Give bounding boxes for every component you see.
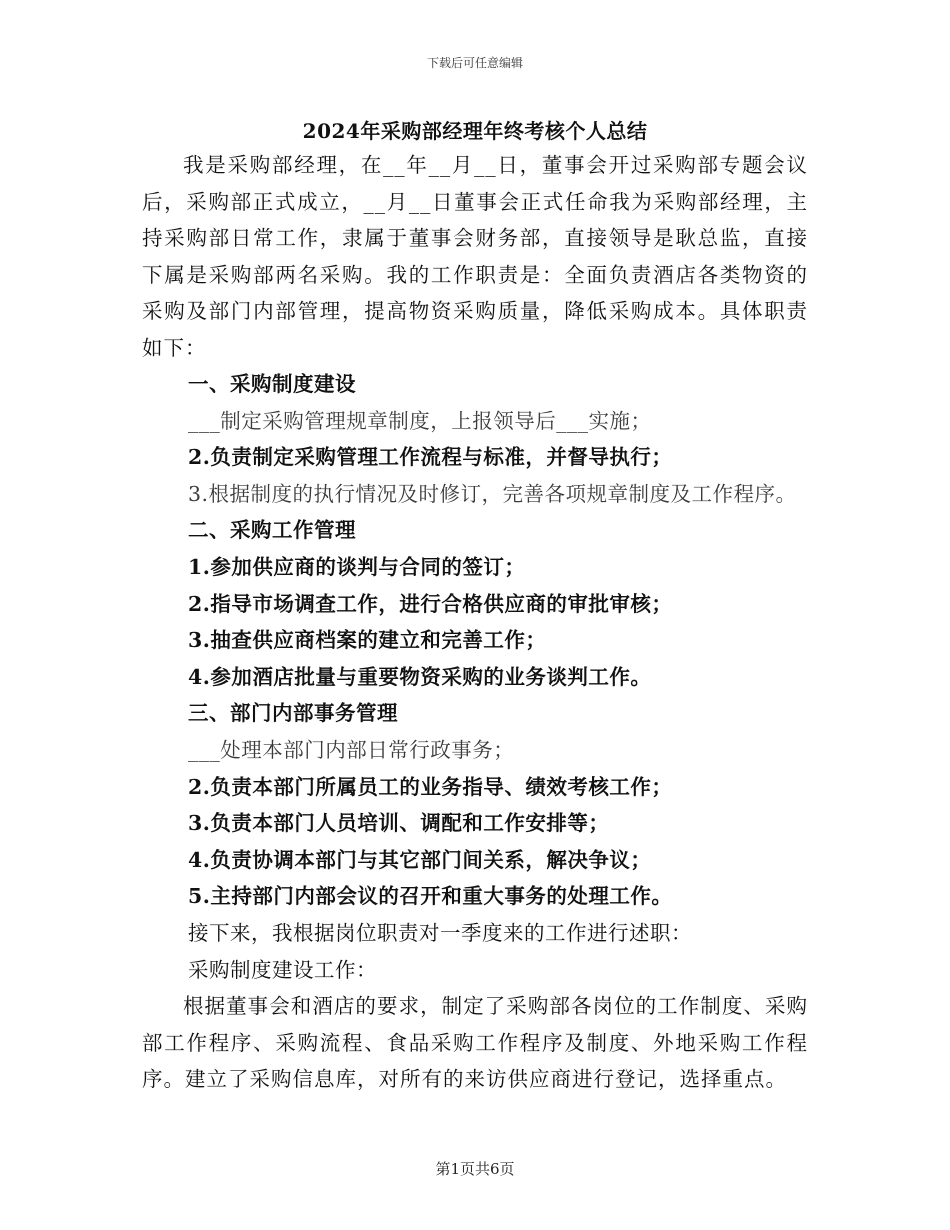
list-item: 3.根据制度的执行情况及时修订，完善各项规章制度及工作程序。 [188,481,797,506]
list-item: 3.抽查供应商档案的建立和完善工作； [188,628,547,653]
list-item: 3.负责本部门人员培训、调配和工作安排等； [188,811,610,836]
intro-paragraph: 我是采购部经理，在__年__月__日，董事会开过采购部专题会议后，采购部正式成立，__月__日董事会正式任命我为采购部经理，主持采购部日常工作，隶属于董事会财务部，直接领导是耿总监，直接下属是采购部两名采购。我的工作职责是：全面负责酒店各类物资的采购及部门内部管理，提高物资采购质量，降低采购成本。具体职责如下： [142,153,808,360]
list-item: 2.指导市场调查工作，进行合格供应商的审批审核； [188,591,673,616]
header-note: 下载后可任意编辑 [426,56,523,70]
list-item: 4.负责协调本部门与其它部门间关系，解决争议； [188,847,652,872]
list-item: 2.负责本部门所属员工的业务指导、绩效考核工作； [188,774,673,799]
section-heading-internal-affairs: 三、部门内部事务管理 [188,701,398,726]
document-title: 2024年采购部经理年终考核个人总结 [302,119,648,143]
page-number-footer: 第1页共6页 [435,1160,515,1178]
list-item: 5.主持部门内部会议的召开和重大事务的处理工作。 [188,884,673,909]
list-item: ___处理本部门内部日常行政事务； [188,737,515,762]
section-heading-procurement-management: 二、采购工作管理 [188,518,356,543]
list-item: 4.参加酒店批量与重要物资采购的业务谈判工作。 [188,664,652,689]
document-body [142,147,808,1098]
section-heading-procurement-system: 一、采购制度建设 [188,372,356,396]
closing-paragraph: 根据董事会和酒店的要求，制定了采购部各岗位的工作制度、采购部工作程序、采购流程、食品采购工作程序及制度、外地采购工作程序。建立了采购信息库，对所有的来访供应商进行登记，选择重点。 [142,994,808,1092]
list-item: 1.参加供应商的谈判与合同的签订； [188,554,526,579]
subheading-procurement-system-work: 采购制度建设工作： [188,957,377,982]
list-item: 2.负责制定采购管理工作流程与标准，并督导执行； [188,445,673,470]
list-item: ___制定采购管理规章制度，上报领导后___实施； [188,408,652,433]
transition-line: 接下来，我根据岗位职责对一季度来的工作进行述职： [188,920,692,945]
